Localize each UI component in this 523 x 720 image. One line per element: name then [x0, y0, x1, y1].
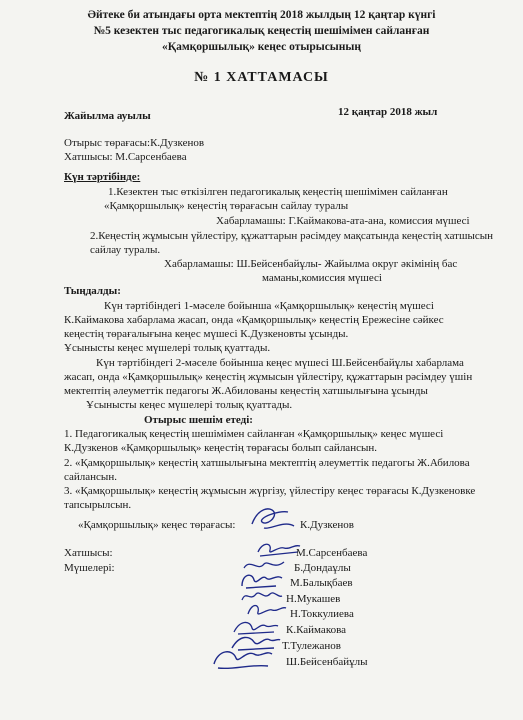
secretary-label: Хатшысы:: [64, 547, 113, 559]
member-signature-7: [210, 644, 276, 672]
agenda-heading: Күн тәртібінде:: [64, 171, 141, 183]
agenda-item-1-line-2: «Қамқоршылық» кеңестің төрағасын сайлау туралы: [104, 200, 349, 212]
heard-p2-line-3: мектептің әлеуметтік педагогы Ж.Абилованы кеңестің хатшылығына ұсынды: [64, 385, 428, 397]
decision-1-line-2: К.Дузкенов «Қамқоршылық» кеңестің төрағасы болып сайлансын.: [64, 442, 377, 454]
header-line-2: №5 кезектен тыс педагогикалық кеңестің шешімімен сайланған: [93, 25, 430, 37]
decision-2-line-1: 2. «Қамқоршылық» кеңестің хатшылығына мектептің әлеуметтік педагогы Ж.Абилова: [64, 457, 470, 469]
decision-heading: Отырыс шешім етеді:: [144, 414, 253, 426]
member-name-7: Ш.Бейсенбайұлы: [286, 656, 368, 668]
header-line-3: «Қамқоршылық» кеңес отырысының: [161, 41, 362, 53]
header-line-1: Әйтеке би атындағы орта мектептің 2018 жылдың 12 қаңтар күнгі: [87, 9, 436, 21]
heard-p1-line-2: К.Каймакова хабарлама жасап, онда «Қамқоршылық» кеңестің Ережесіне сәйкес: [64, 314, 444, 326]
heard-p1-line-3: кеңестің төрағалығына кеңес мүшесі К.Дузкеновты ұсынды.: [64, 328, 349, 340]
agenda-item-1-line-1: 1.Кезектен тыс өткізілген педагогикалық кеңестің шешімімен сайланған: [108, 186, 448, 198]
agenda-item-2-speaker-line-1: Хабарламашы: Ш.Бейсенбайұлы- Жайылма округ әкімінің бас: [164, 258, 458, 270]
heard-p2-line-4: Ұсынысты кеңес мүшелері толық қуаттады.: [86, 399, 293, 411]
meeting-chair: Отырыс төрағасы:К.Дузкенов: [64, 137, 205, 149]
date: 12 қаңтар 2018 жыл: [338, 106, 438, 118]
agenda-item-2-line-2: сайлау туралы.: [90, 244, 161, 256]
heard-p1-line-1: Күн тәртібіндегі 1-мәселе бойынша «Қамқоршылық» кеңестің мүшесі: [104, 300, 434, 312]
heard-heading: Тыңдалды:: [64, 285, 121, 297]
chair-signature: [244, 502, 300, 536]
document-title: № 1 ХАТТАМАСЫ: [194, 70, 329, 85]
chair-name: К.Дузкенов: [300, 519, 354, 531]
agenda-item-2-speaker-line-2: маманы,комиссия мүшесі: [262, 272, 382, 284]
decision-2-line-2: сайлансын.: [64, 471, 117, 483]
agenda-item-2-line-1: 2.Кеңестің жұмысын үйлестіру, құжаттарын рәсімдеу мақсатында кеңестің хатшысын: [90, 230, 494, 242]
chair-signature-label: «Қамқоршылық» кеңес төрағасы:: [78, 519, 236, 531]
member-name-6: Т.Тулежанов: [282, 640, 341, 652]
secretary-name: М.Сарсенбаева: [296, 547, 368, 559]
agenda-item-1-speaker: Хабарламашы: Г.Каймакова-ата-ана, комиссия мүшесі: [216, 215, 470, 227]
member-name-5: К.Каймакова: [286, 624, 347, 636]
member-name-1: Б.Дондаұлы: [294, 562, 351, 574]
place: Жайылма ауылы: [64, 110, 151, 122]
heard-p2-line-1: Күн тәртібіндегі 2-мәселе бойынша кеңес мүшесі Ш.Бейсенбайұлы хабарлама: [96, 357, 464, 369]
heard-p2-line-2: жасап, онда «Қамқоршылық» кеңестің жұмысын үйлестіру, құжаттарын рәсімдеу үшін: [64, 371, 473, 383]
members-label: Мүшелері:: [64, 562, 115, 574]
decision-3-line-2: тапсырылсын.: [64, 499, 132, 511]
decision-1-line-1: 1. Педагогикалық кеңестің шешімімен сайланған «Қамқоршылық» кеңес мүшесі: [64, 428, 444, 440]
member-name-2: М.Балықбаев: [290, 577, 353, 589]
member-name-4: Н.Токкулиева: [290, 608, 354, 620]
heard-p1-line-4: Ұсынысты кеңес мүшелері толық қуаттады.: [64, 342, 271, 354]
member-name-3: Н.Мукашев: [286, 593, 341, 605]
meeting-secretary: Хатшысы: М.Сарсенбаева: [64, 151, 187, 163]
decision-3-line-1: 3. «Қамқоршылық» кеңестің жұмысын жүргізу, үйлестіру кеңес төрағасы К.Дузкеновке: [64, 485, 476, 497]
